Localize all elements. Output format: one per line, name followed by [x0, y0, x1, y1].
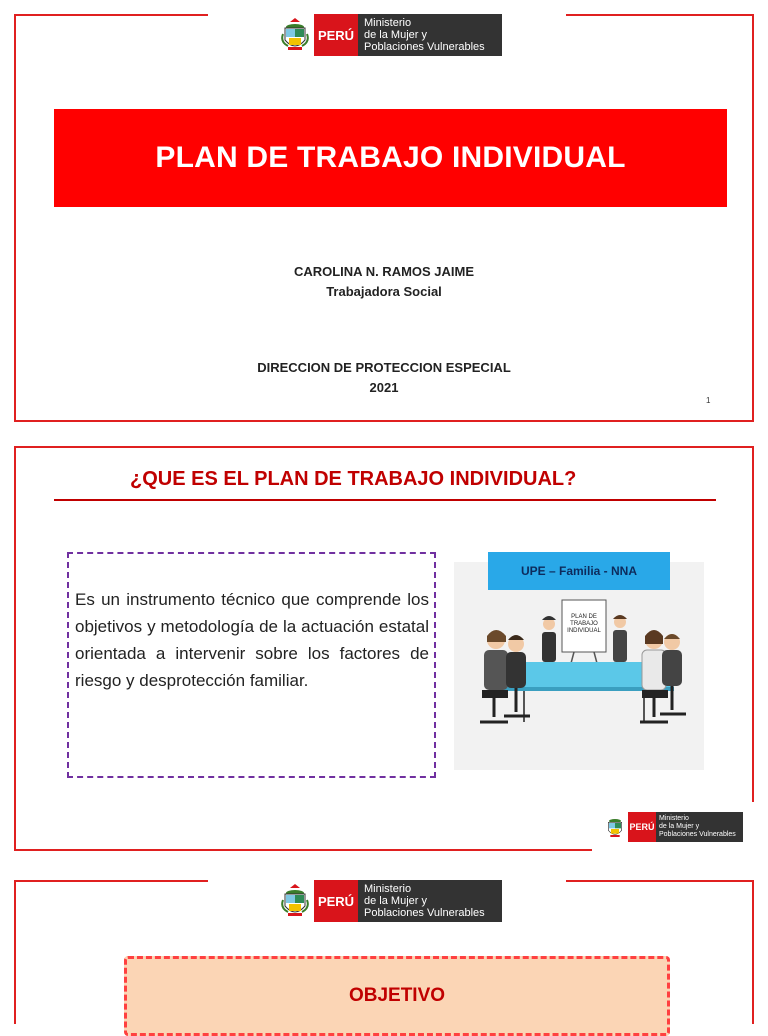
ministry-name	[358, 880, 502, 922]
ministry-line-2: de la Mujer y	[364, 895, 427, 907]
slide-2	[14, 446, 754, 851]
author-name: CAROLINA N. RAMOS JAIME	[293, 264, 475, 279]
page-number: 1	[706, 396, 711, 405]
objective-label: OBJETIVO	[348, 985, 446, 1006]
slide-1-frame-top-right	[566, 14, 754, 16]
ministry-logo	[276, 14, 502, 56]
slide-1-frame-bottom	[14, 420, 754, 422]
peru-label: PERÚ	[314, 14, 358, 56]
ministry-logo	[276, 880, 502, 922]
board-text	[562, 614, 606, 635]
slide-1-frame-top-left	[14, 14, 208, 16]
slide-3-frame-right	[752, 880, 754, 1024]
upe-label-text: UPE – Familia - NNA	[520, 564, 638, 578]
ministry-line-1: Ministerio	[364, 883, 412, 895]
peru-label: PERÚ	[628, 812, 656, 842]
ministry-line-3: Poblaciones Vulnerables	[364, 907, 485, 919]
section-heading: ¿QUE ES EL PLAN DE TRABAJO INDIVIDUAL?	[130, 468, 577, 490]
coat-of-arms-icon	[602, 812, 628, 842]
meeting-scene-icon	[454, 562, 704, 770]
ministry-name	[358, 14, 502, 56]
department-name: DIRECCION DE PROTECCION ESPECIAL	[257, 360, 511, 375]
slide-1	[14, 14, 754, 422]
ministry-line-2: de la Mujer y	[659, 823, 700, 830]
ministry-line-1: Ministerio	[659, 815, 689, 822]
board-line-1: PLAN DE	[571, 614, 597, 620]
year-label: 2021	[369, 380, 399, 395]
slide-2-frame-left	[14, 446, 16, 851]
ministry-line-2: de la Mujer y	[364, 29, 427, 41]
coat-of-arms-icon	[276, 14, 314, 56]
ministry-line-1: Ministerio	[364, 17, 412, 29]
ministry-name	[656, 812, 743, 842]
author-role: Trabajadora Social	[326, 284, 442, 299]
slide-2-frame-top	[14, 446, 754, 448]
page-title: PLAN DE TRABAJO INDIVIDUAL	[155, 141, 626, 174]
coat-of-arms-icon	[276, 880, 314, 922]
meeting-illustration	[454, 562, 704, 770]
slide-2-frame-right	[752, 446, 754, 802]
slide-3-frame-top-left	[14, 880, 208, 882]
slide-3	[14, 880, 754, 1024]
board-line-2: TRABAJO	[570, 621, 598, 627]
ministry-line-3: Poblaciones Vulnerables	[659, 831, 736, 838]
board-line-3: INDIVIDUAL	[567, 628, 601, 634]
slide-3-frame-left	[14, 880, 16, 1024]
slide-2-frame-bottom	[14, 849, 592, 851]
ministry-line-3: Poblaciones Vulnerables	[364, 41, 485, 53]
definition-box	[67, 552, 436, 778]
peru-label: PERÚ	[314, 880, 358, 922]
ministry-logo-small	[602, 812, 743, 842]
slide-3-frame-top-right	[566, 880, 754, 882]
definition-text: Es un instrumento técnico que comprende los objetivos y metodología de la actuación estatal orientada a intervenir sobre los factores de riesgo y desprotección familiar.	[75, 590, 429, 690]
heading-underline	[54, 499, 716, 501]
title-banner	[54, 109, 727, 207]
objective-box	[124, 956, 670, 1036]
